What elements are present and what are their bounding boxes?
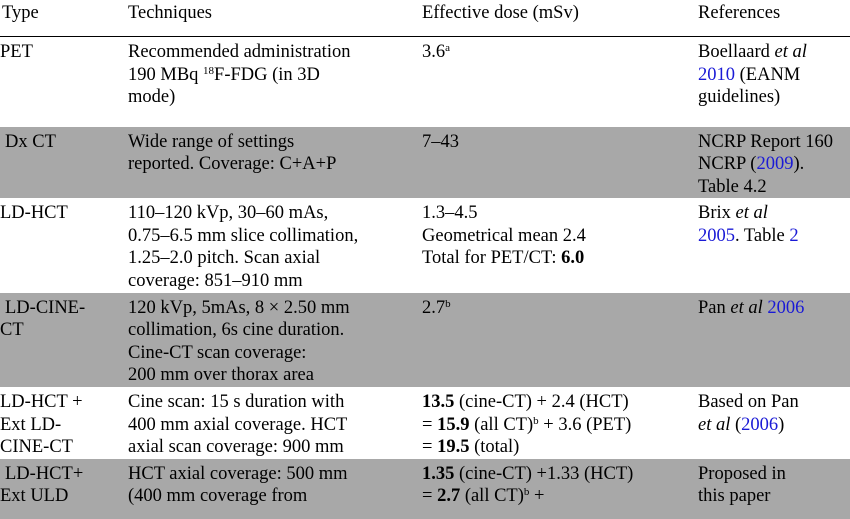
table-row (0, 459, 850, 519)
header-dose: Effective dose (mSv) (420, 0, 696, 37)
cell-type: PET (0, 42, 33, 62)
cell-reference: NCRP Report 160 NCRP (2009). Table 4.2 (696, 127, 850, 199)
header-type: Type (0, 0, 126, 37)
cell-reference: Brix et al 2005. Table 2 (698, 203, 799, 246)
table-link[interactable]: 2 (789, 225, 799, 246)
cell-dose: 13.5 (cine-CT) + 2.4 (HCT) = 15.9 (all CT)$^b$ + 3.6 (PET) = 19.5 (total) (422, 392, 632, 458)
citation-link[interactable]: 2006 (741, 414, 779, 435)
cell-type: Dx CT (0, 127, 126, 199)
citation-link[interactable]: 2010 (698, 64, 735, 85)
cell-type: LD-CINE- CT (0, 293, 126, 387)
cell-technique: Cine scan: 15 s duration with 400 mm axial coverage. HCT axial scan coverage: 900 mm (128, 392, 348, 458)
cell-dose: 7–43 (420, 127, 696, 199)
cell-type: LD-HCT + Ext LD- CINE-CT (0, 392, 83, 458)
cell-dose: 2.7$^b$ (420, 293, 696, 387)
cell-reference: Based on Pan et al (2006) (698, 392, 799, 435)
table-row (0, 293, 850, 387)
cell-reference: Boellaard et al 2010 (EANM guidelines) (698, 42, 807, 108)
cell-dose: 1.35 (cine-CT) +1.33 (HCT) = 2.7 (all CT)$^b$ + (420, 459, 696, 519)
table-row (0, 387, 850, 459)
table-row (0, 127, 850, 199)
cell-technique: 110–120 kVp, 30–60 mAs, 0.75–6.5 mm slice collimation, 1.25–2.0 pitch. Scan axial coverage: 851–910 mm (128, 203, 359, 292)
citation-link[interactable]: 2009 (756, 154, 794, 175)
cell-dose: 3.6$^a$ (422, 42, 451, 62)
table-row (0, 37, 850, 127)
cell-technique: Recommended administration 190 MBq $^{18}$F-FDG (in 3D mode) (128, 42, 351, 108)
header-row (0, 0, 850, 37)
table-row (0, 198, 850, 292)
citation-link[interactable]: 2006 (767, 297, 805, 318)
cell-type: LD-HCT (0, 203, 68, 224)
cell-type: LD-HCT+ Ext ULD (0, 459, 126, 519)
cell-technique: 120 kVp, 5mAs, 8 × 2.50 mm collimation, 6s cine duration. Cine-CT scan coverage: 200 mm over thorax area (126, 293, 420, 387)
cell-reference: Proposed in this paper (696, 459, 850, 519)
header-techniques: Techniques (126, 0, 420, 37)
citation-link[interactable]: 2005 (698, 225, 735, 246)
cell-technique: Wide range of settings reported. Coverage: C+A+P (126, 127, 420, 199)
cell-technique: HCT axial coverage: 500 mm (400 mm coverage from (126, 459, 420, 519)
cell-reference: Pan et al 2006 (696, 293, 850, 387)
header-references: References (696, 0, 850, 37)
cell-dose: 1.3–4.5 Geometrical mean 2.4 Total for PET/CT: 6.0 (422, 203, 586, 269)
